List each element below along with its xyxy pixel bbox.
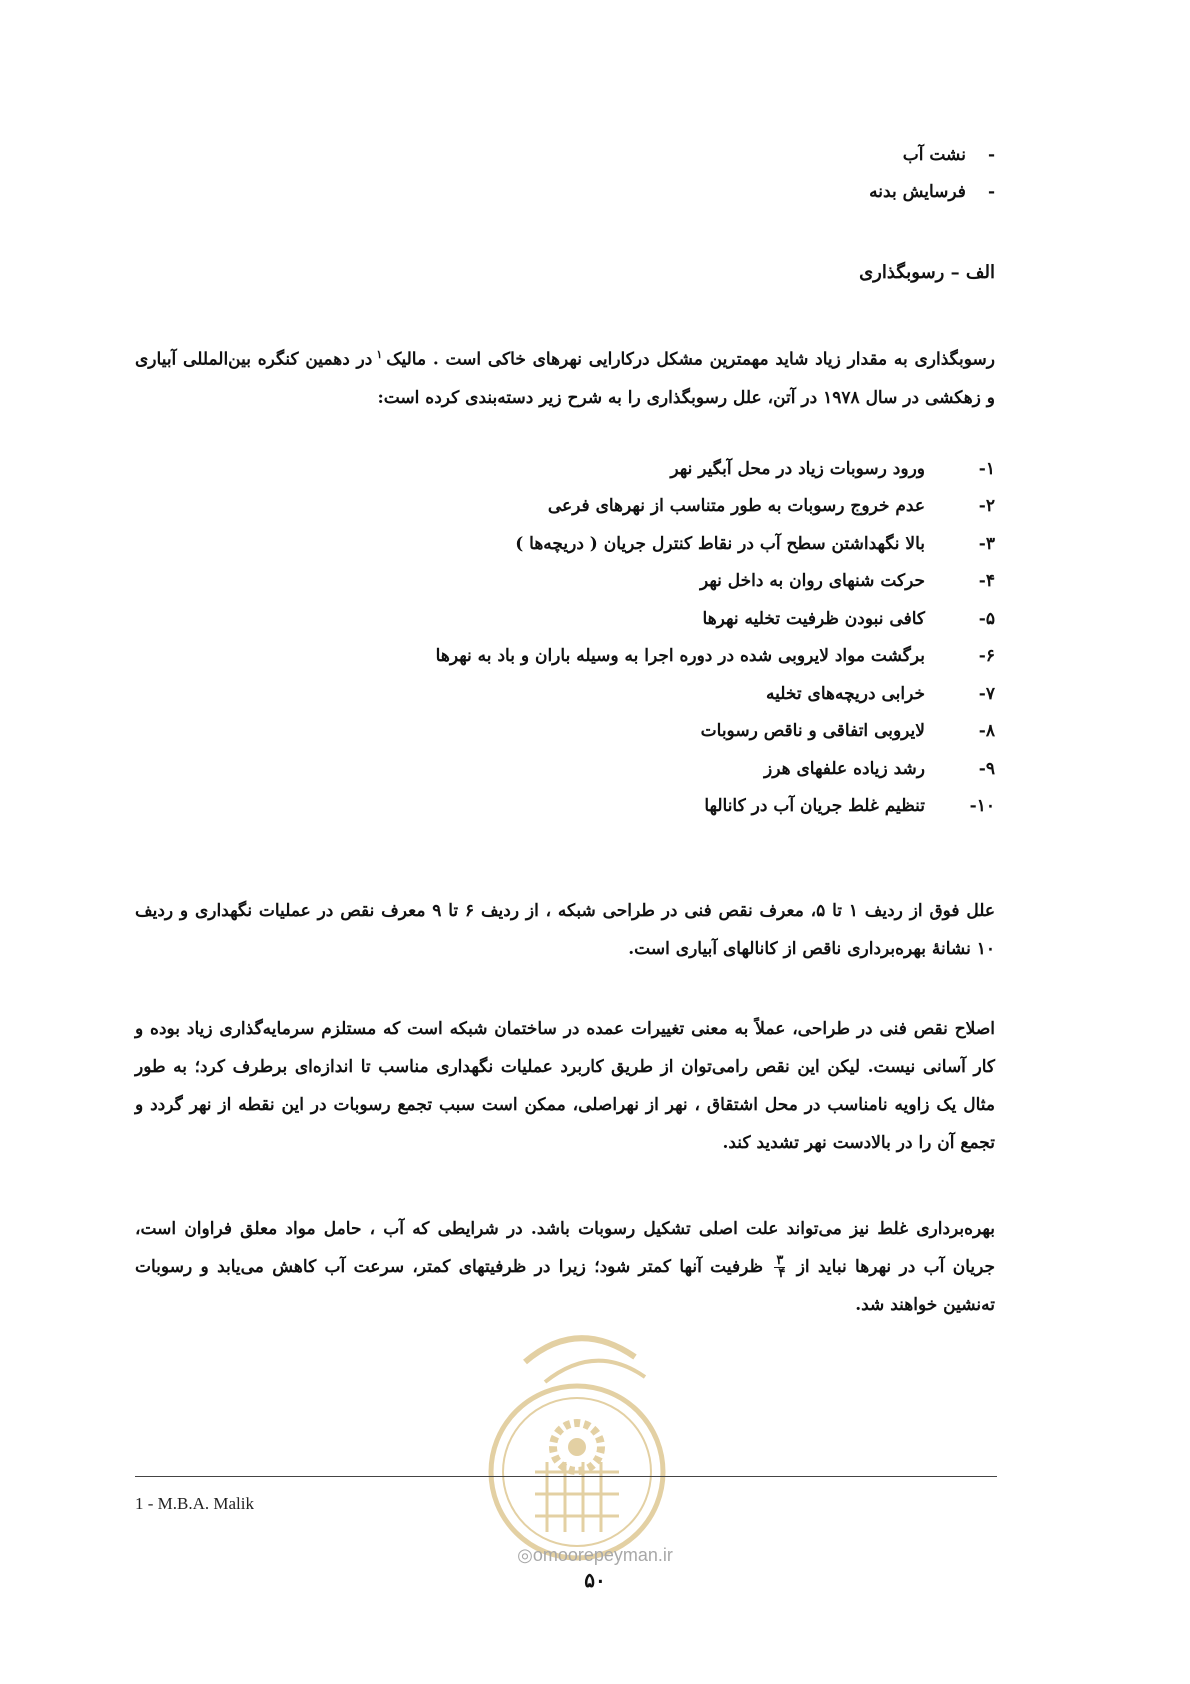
list-item-number: ۶- bbox=[978, 646, 995, 667]
list-item bbox=[295, 713, 995, 751]
list-item-number: ۲- bbox=[978, 496, 995, 517]
paragraph-intro-text: رسوبگذاری به مقدار زیاد شاید مهمترین مشکل درکارایی نهرهای خاکی است . مالیک bbox=[386, 349, 996, 370]
watermark-site bbox=[0, 1545, 1190, 1566]
paragraph-operation-text: بهره‌برداری غلط نیز می‌تواند علت اصلی تشکیل رسوبات باشد. در شرایطی که آب ، حامل مواد معلق فراوان است، جریان آب در نهرها نباید از bbox=[135, 1219, 995, 1277]
section-heading: الف – رسوبگذاری bbox=[859, 262, 995, 283]
footnote: 1 - M.B.A. Malik bbox=[135, 1494, 254, 1513]
list-item bbox=[295, 638, 995, 676]
paragraph-operation bbox=[135, 1210, 995, 1324]
list-item-text: برگشت مواد لایروبی شده در دوره اجرا به وسیله باران و باد به نهرها bbox=[435, 646, 925, 667]
paragraph-causes-summary: علل فوق از ردیف ۱ تا ۵، معرف نقص فنی در طراحی شبکه ، از ردیف ۶ تا ۹ معرف نقص در عملیات نگهداری و ردیف ۱۰ نشانهٔ بهره‌برداری ناقص از کانالهای آبیاری است. bbox=[135, 901, 996, 959]
list-item bbox=[295, 600, 995, 638]
footnote-reference: ۱ bbox=[376, 348, 383, 361]
bullet-item bbox=[869, 182, 995, 202]
list-item-number: ۳- bbox=[978, 533, 995, 554]
list-item-text: لایروبی اتفاقی و ناقص رسوبات bbox=[700, 721, 925, 742]
bullet-dash: - bbox=[987, 182, 995, 202]
bullet-item bbox=[903, 145, 995, 165]
list-item-number: ۴- bbox=[978, 571, 995, 592]
list-item-text: ورود رسوبات زیاد در محل آبگیر نهر bbox=[670, 458, 925, 479]
fraction-denominator: ۴ bbox=[778, 1266, 786, 1281]
list-item-number: ۱- bbox=[978, 458, 995, 479]
globe-icon: ◎ bbox=[517, 1545, 533, 1565]
list-item-text: عدم خروج رسوبات به طور متناسب از نهرهای فرعی bbox=[547, 496, 925, 517]
watermark-logo bbox=[485, 1322, 670, 1567]
list-item bbox=[295, 563, 995, 601]
page-number: ۵۰ bbox=[584, 1568, 606, 1592]
bullet-dash: - bbox=[987, 145, 995, 165]
bullet-text: فرسایش بدنه bbox=[869, 182, 966, 202]
causes-list bbox=[295, 450, 995, 825]
fraction bbox=[774, 1255, 785, 1280]
list-item-number: ۹- bbox=[978, 758, 995, 779]
paragraph-operation-text-cont: ظرفیت آنها کمتر شود؛ زیرا در ظرفیتهای کمتر، سرعت آب کاهش می‌یابد و رسوبات ته‌نشین خواهند شد. bbox=[135, 1257, 995, 1315]
list-item bbox=[295, 450, 995, 488]
list-item-text: رشد زیاده علفهای هرز bbox=[764, 758, 925, 779]
list-item-number: ۷- bbox=[978, 683, 995, 704]
fraction-numerator: ۳ bbox=[776, 1253, 784, 1268]
paragraph-intro-text-cont: در دهمین کنگره بین‌المللی آبیاری و زهکشی در سال ۱۹۷۸ در آتن، علل رسوبگذاری را به شرح زیر دسته‌بندی کرده است: bbox=[135, 349, 995, 408]
watermark-site-text: omoorepeyman.ir bbox=[532, 1545, 673, 1565]
list-item-number: ۸- bbox=[978, 721, 995, 742]
list-item-text: حرکت شنهای روان به داخل نهر bbox=[699, 571, 925, 592]
list-item-text: کافی نبودن ظرفیت تخلیه نهرها bbox=[702, 608, 925, 629]
list-item-number: ۵- bbox=[978, 608, 995, 629]
list-item bbox=[295, 675, 995, 713]
list-item-number: ۱۰- bbox=[969, 796, 995, 817]
list-item bbox=[295, 488, 995, 526]
footnote-separator bbox=[135, 1476, 997, 1477]
paragraph-design-fix: اصلاح نقص فنی در طراحی، عملاً به معنی تغییرات عمده در ساختمان شبکه است که مستلزم سرمایه‌گذاری زیاد بوده و کار آسانی نیست. لیکن این نقص رامی‌توان از طریق کاربرد عملیات نگهداری مناسب تا اندازه‌ای برطرف کرد؛ به طور مثال یک زاویه نامناسب در محل اشتقاق ، نهر از نهراصلی، ممکن است سبب تجمع رسوبات در این نقطه از نهر گردد و تجمع آن را در بالادست نهر تشدید کند. bbox=[135, 1019, 995, 1153]
list-item-text: بالا نگهداشتن سطح آب در نقاط کنترل جریان ( دریچه‌ها ) bbox=[515, 533, 925, 554]
list-item bbox=[295, 750, 995, 788]
list-item-text: خرابی دریچه‌های تخلیه bbox=[766, 683, 925, 704]
list-item bbox=[295, 788, 995, 826]
paragraph-intro bbox=[135, 336, 995, 417]
list-item bbox=[295, 525, 995, 563]
list-item-text: تنظیم غلط جریان آب در کانالها bbox=[704, 796, 925, 817]
bullet-text: نشت آب bbox=[902, 145, 966, 165]
